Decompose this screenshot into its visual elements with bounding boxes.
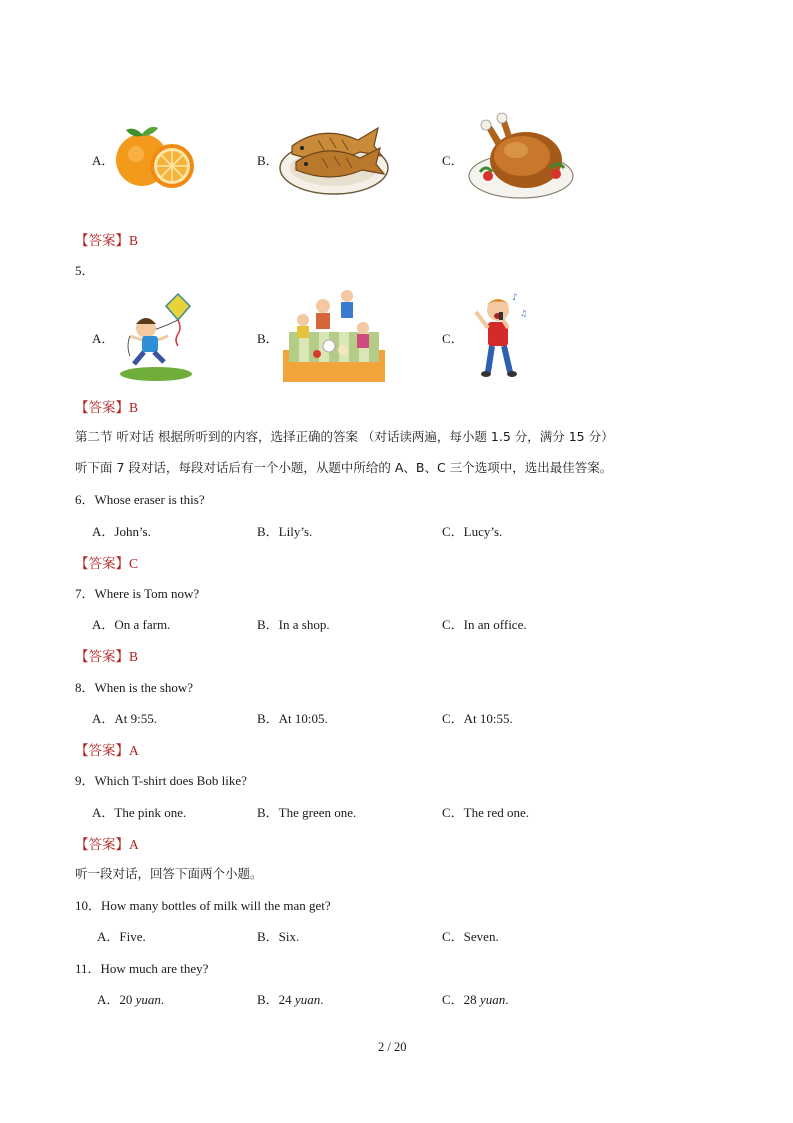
option-c: C．In an office. [442,617,527,632]
answer-label: 【答案】 [75,743,129,758]
option-a: A．At 9:55. [92,711,158,726]
answer-line [75,552,138,572]
singing-boy-icon [468,290,532,382]
option-b: B．Lily’s. [257,524,313,539]
page-number: 2 / 20 [378,1040,407,1054]
answer-label: 【答案】 [75,233,129,248]
unit-yuan: yuan [294,992,321,1007]
answer-letter: A [129,743,139,758]
option-a: A．Five. [97,929,146,944]
q4-option-a-letter: A． [92,153,115,168]
answer-label: 【答案】 [75,837,129,852]
svg-text:♪: ♪ [512,293,518,303]
option-b: B．Six. [257,929,300,944]
option-c: C．28 yuan. [442,992,509,1007]
answer-letter: B [129,649,139,664]
answer-label: 【答案】 [75,649,129,664]
section2-instruction: 听下面 7 段对话，每段对话后有一个小题，从题中所给的 A、B、C 三个选项中，选出最佳答案。 [75,460,613,475]
option-c: C．At 10:55. [442,711,513,726]
question-stem: 10．How many bottles of milk will the man get? [75,898,331,913]
option-b: B．In a shop. [257,617,330,632]
option-c: C．The red one. [442,805,530,820]
option-b: B．24 yuan. [257,992,324,1007]
svg-text:♫: ♫ [520,309,528,318]
unit-yuan: yuan [479,992,506,1007]
answer-letter: C [129,556,139,571]
question-stem: 7．Where is Tom now? [75,586,200,601]
option-c: C．Lucy’s. [442,524,503,539]
option-c: C．Seven. [442,929,499,944]
question-stem: 8．When is the show? [75,680,194,695]
option-b: B．The green one. [257,805,357,820]
dialog-intro: 听一段对话，回答下面两个小题。 [75,866,263,881]
q4-option-b-letter: B． [257,153,279,168]
section2-title: 第二节 听对话 根据所听到的内容，选择正确的答案 （对话读两遍，每小题 1.5 分，满分 15 分） [75,429,614,444]
question-stem: 6．Whose eraser is this? [75,492,205,507]
fish-plate-icon [278,110,390,206]
option-b: B．At 10:05. [257,711,328,726]
answer-line [75,833,139,853]
q5-option-b-letter: B． [257,331,279,346]
q5-option-c-letter: C． [442,331,464,346]
q5-number: 5． [75,263,95,278]
option-a: A．John’s. [92,524,151,539]
family-picnic-icon [283,288,385,382]
roast-chicken-icon [466,110,576,204]
q4-option-c-letter: C． [442,153,464,168]
unit-yuan: yuan [135,992,161,1007]
answer-label: 【答案】 [75,400,129,415]
q5-option-a-letter: A． [92,331,115,346]
q4-answer [75,229,138,249]
kite-boy-icon [118,290,194,384]
answer-letter: A [129,837,139,852]
question-stem: 9．Which T-shirt does Bob like? [75,773,247,788]
option-a: A．The pink one. [92,805,187,820]
answer-label: 【答案】 [75,556,129,571]
option-a: A．20 yuan. [97,992,165,1007]
orange-icon [112,122,198,190]
answer-letter: B [129,400,139,415]
answer-line [75,739,139,759]
option-a: A．On a farm. [92,617,171,632]
answer-line [75,645,138,665]
question-stem: 11．How much are they? [75,961,209,976]
answer-letter: B [129,233,139,248]
q5-answer [75,396,138,416]
